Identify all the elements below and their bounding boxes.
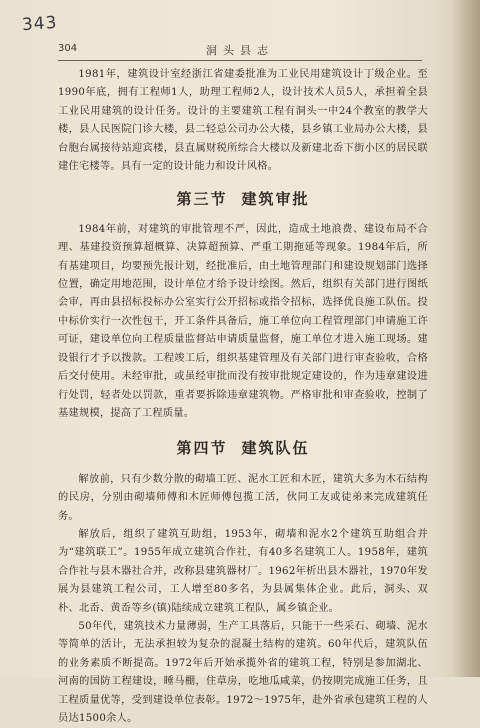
section-number: 第四节 [176,439,228,458]
section-title: 建筑审批 [241,190,310,209]
section3-paragraph: 1984年前，对建筑的审批管理不严，因此，造成土地浪费、建设布局不合理、基建投资预算超概算、决算超预算、严重工期拖延等现象。1984年后，所有基建项目，均要预先报计划，经批准后，由土地管理部门和建设规划部门选择位置，确定用地范围，设计单位才给予设计绘图。然后，组织有关部门进行图纸会审，再由县招标投标办公室实行公开招标或指令招标，选择优良施工队伍。投中标价实行一次性包干，开工条件具备后，施工单位向工程管理部门申请施工许可证，建设单位向工程质量监督站申请质量监督，施工单位才进入施工现场。建设银行才予以拨款。工程竣工后，组织基建管理及有关部门进行审查验收，合格后交付使用。未经审批，或虽经审批而没有按审批规定建设的，作为违章建设进行处罚，轻者处以罚款，重者要拆除违章建筑物。严格审批和审查验收，控制了基建规模，提高了工程质量。 [58,223,428,419]
section4-paragraph: 解放后，组织了建筑互助组，1953年，砌墙和泥水2个建筑互助组合并为“建筑联工”。1955年成立建筑合作社，有40多名建筑工人。1958年，建筑合作社与县木器社合并，改称县建筑器材厂。1962年析出县木器社，1970年发展为县建筑工程公司，工人增至80多名，为县属集体企业。此后，洞头、双朴、北岙、黄岙等乡(镇)陆续成立建筑工程队，属乡镇企业。 [58,528,428,614]
section-number: 第三节 [176,190,228,209]
intro-paragraph: 1981年，建筑设计室经浙江省建委批准为工业民用建筑设计丁级企业。至1990年底，拥有工程师1人，助理工程师2人，设计技术人员5人，承担着全县工业民用建筑的设计任务。设计的主要建筑工程有洞头一中24个教室的教学大楼，县人民医院门诊大楼，县二轻总公司办公大楼，县乡镇工业局办公大楼，县台胞台属接待站迎宾楼，县直属财税所综合大楼以及新建北岙下街小区的居民联建住宅楼等。具有一定的设计能力和设计风格。 [58,69,428,173]
section4-paragraph: 50年代，建筑技术力量薄弱，生产工具落后，只能干一些采石、砌墙、泥水等简单的活计，无法承担较为复杂的混凝土结构的建筑。60年代后，建筑队伍的业务素质不断提高。1972年后开始承揽外省的建筑工程，特别是参加湖北、河南的国防工程建设，睡马棚，住草房，吃地瓜咸菜，仍按期完成施工任务，且工程质量优等，受到建设单位表彰。1972～1975年，赴外省承包建筑工程的人员达1500余人。 [58,620,428,724]
page-spine-shadow [452,0,480,677]
section-heading [58,190,428,208]
page-body [58,66,428,728]
page-header [58,41,422,59]
section-heading [58,439,428,457]
book-title: 洞头县志 [206,44,274,57]
handwritten-page-number: 343 [21,12,59,36]
page-number: 304 [58,43,78,54]
section-title: 建筑队伍 [241,439,310,458]
section4-paragraph: 解放前，只有少数分散的砌墙工匠、泥水工匠和木匠，建筑大多为木石结构的民房，分别由砌墙师傅和木匠师傅包揽工活，伙同工友或徒弟来完成建筑任务。 [58,473,428,522]
header-rule [58,60,422,61]
